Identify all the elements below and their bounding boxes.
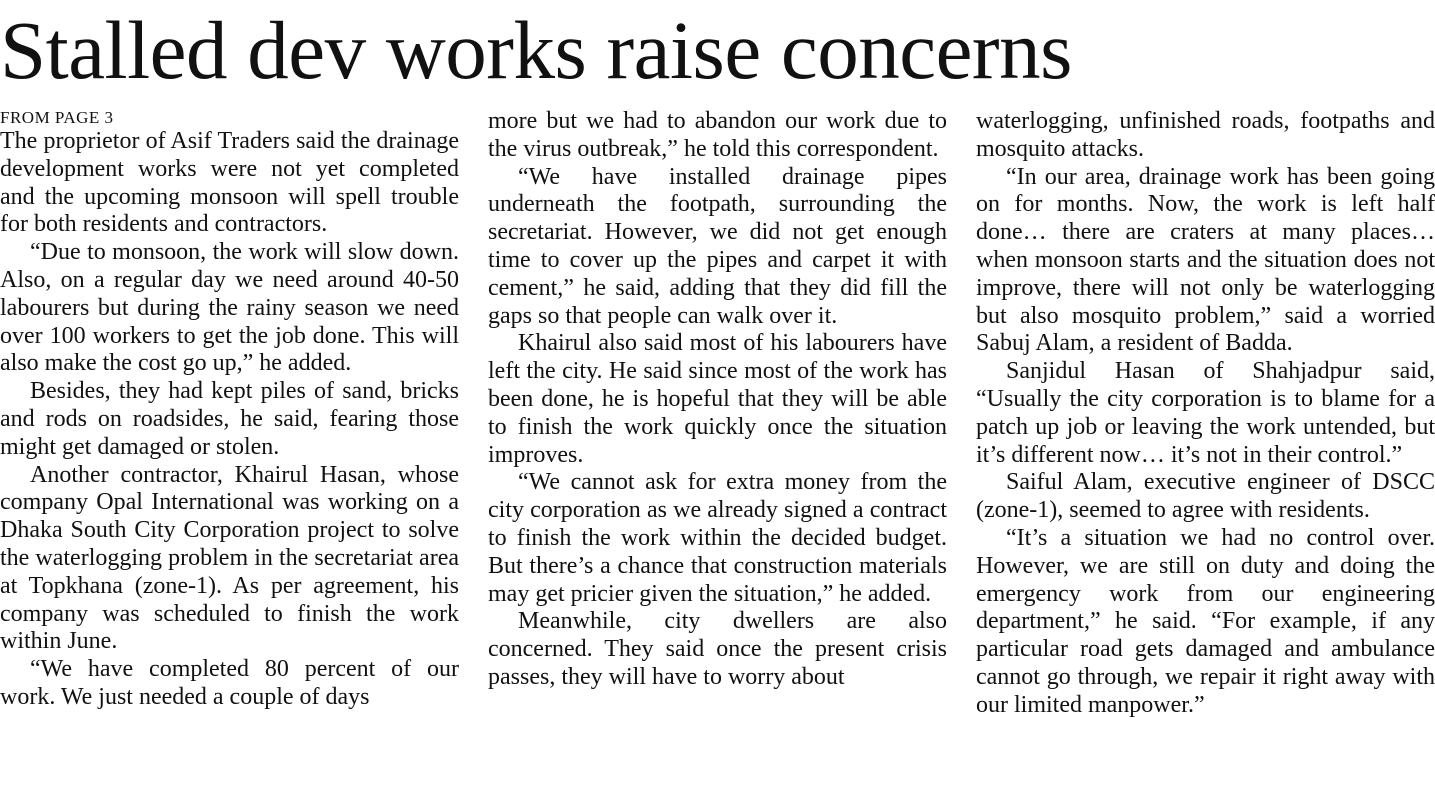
paragraph: “Due to monsoon, the work will slow down. Also, on a regular day we need around 40-50 labourers but during the rainy season we need over 100 workers to get the job done. This will also make the cost go up,” he added. — [0, 239, 459, 377]
paragraph: “We cannot ask for extra money from the city corporation as we already signed a contract to finish the work within the decided budget. But there’s a chance that construction materials may get pricier given the situation,” he added. — [488, 469, 947, 607]
paragraph: Khairul also said most of his labourers have left the city. He said since most of the work has been done, he is hopeful that they will be able to finish the work quickly once the situation improves. — [488, 330, 947, 468]
paragraph: Besides, they had kept piles of sand, bricks and rods on roadsides, he said, fearing those might get damaged or stolen. — [0, 378, 459, 460]
paragraph: Sanjidul Hasan of Shahjadpur said, “Usually the city corporation is to blame for a patch up job or leaving the work untended, but it’s different now… it’s not in their control.” — [976, 358, 1435, 468]
paragraph: “We have installed drainage pipes underneath the footpath, surrounding the secretariat. However, we did not get enough time to cover up the pipes and carpet it with cement,” he said, adding that they did fill the gaps so that people can walk over it. — [488, 163, 947, 329]
paragraph-continued: waterlogging, unfinished roads, footpaths and mosquito attacks. — [976, 108, 1435, 162]
paragraph: “In our area, drainage work has been going on for months. Now, the work is left half done… there are craters at many places… when monsoon starts and the situation does not improve, there will not only be waterlogging but also mosquito problem,” said a worried Sabuj Alam, a resident of Badda. — [976, 163, 1435, 357]
article-column-1 — [0, 108, 459, 712]
paragraph: Another contractor, Khairul Hasan, whose company Opal International was working on a Dhaka South City Corporation project to solve the waterlogging problem in the secretariat area at Topkhana (zone-1). As per agreement, his company was scheduled to finish the work within June. — [0, 461, 459, 655]
headline: Stalled dev works raise concerns — [0, 4, 1072, 96]
paragraph: “We have completed 80 percent of our work. We just needed a couple of days — [0, 656, 459, 710]
paragraph: The proprietor of Asif Traders said the drainage development works were not yet completed and the upcoming monsoon will spell trouble for both residents and contractors. — [0, 128, 459, 238]
article-column-2 — [488, 108, 947, 692]
paragraph: Meanwhile, city dwellers are also concerned. They said once the present crisis passes, they will have to worry about — [488, 608, 947, 690]
paragraph: “It’s a situation we had no control over. However, we are still on duty and doing the emergency work from our engineering department,” he said. “For example, if any particular road gets damaged and ambulance cannot go through, we repair it right away with our limited manpower.” — [976, 524, 1435, 718]
article-column-3 — [976, 108, 1435, 720]
paragraph-continued: more but we had to abandon our work due to the virus outbreak,” he told this correspondent. — [488, 108, 947, 162]
kicker-from-page: FROM PAGE 3 — [0, 108, 114, 127]
paragraph: Saiful Alam, executive engineer of DSCC (zone-1), seemed to agree with residents. — [976, 469, 1435, 524]
